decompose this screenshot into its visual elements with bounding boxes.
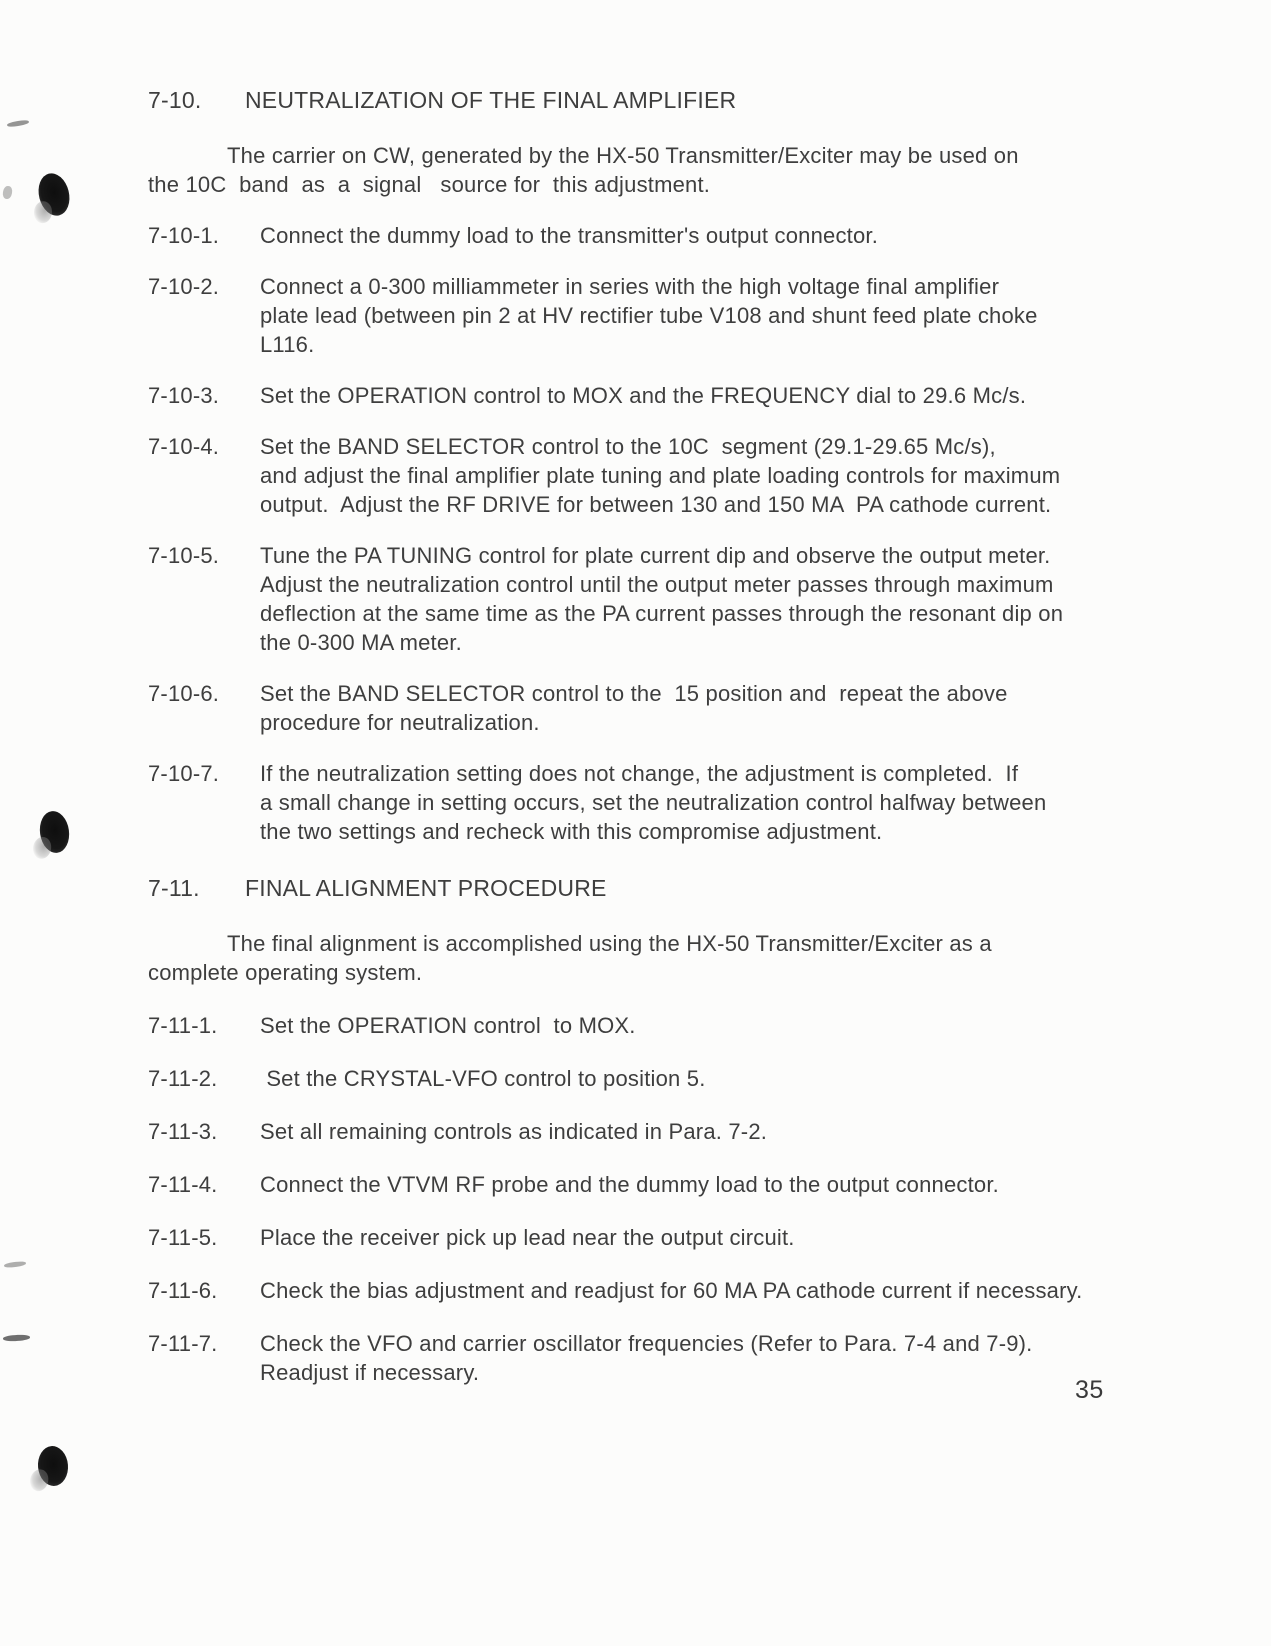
text-line: Check the bias adjustment and readjust for 60 MA PA cathode current if necessary.: [260, 1278, 1083, 1303]
text-line: Check the VFO and carrier oscillator frequencies (Refer to Para. 7-4 and 7-9).: [260, 1331, 1033, 1356]
item-number: 7-11-5.: [148, 1225, 218, 1250]
section-final-alignment: [148, 874, 1148, 1387]
scan-mark: [4, 1261, 26, 1269]
scan-mark: [2, 185, 13, 199]
section-title: NEUTRALIZATION OF THE FINAL AMPLIFIER: [245, 87, 737, 113]
section-intro: [148, 929, 1148, 987]
text-line: the 10C band as a signal source for this adjustment.: [148, 172, 711, 197]
procedure-item: [148, 1011, 1148, 1040]
ink-blob-top: [34, 170, 74, 219]
procedure-item: [148, 221, 1148, 250]
scan-mark: [7, 119, 30, 127]
section-intro: [148, 141, 1148, 199]
text-line: plate lead (between pin 2 at HV rectifier tube V108 and shunt feed plate choke: [260, 303, 1038, 328]
text-line: Place the receiver pick up lead near the output circuit.: [260, 1225, 795, 1250]
procedure-item: [148, 432, 1148, 519]
procedure-item: [148, 679, 1148, 737]
procedure-item: [148, 1329, 1148, 1387]
text-line: Set the OPERATION control to MOX and the FREQUENCY dial to 29.6 Mc/s.: [260, 383, 1027, 408]
section-number: 7-10.: [148, 87, 202, 113]
procedure-item: [148, 272, 1148, 359]
procedure-item: [148, 1276, 1148, 1305]
section-neutralization: [148, 86, 1148, 846]
procedure-item: [148, 1117, 1148, 1146]
section-heading: [148, 874, 1148, 903]
text-line: Set the BAND SELECTOR control to the 10C segment (29.1-29.65 Mc/s),: [260, 434, 996, 459]
procedure-item: [148, 1170, 1148, 1199]
procedure-item: [148, 541, 1148, 657]
text-line: Set all remaining controls as indicated in Para. 7-2.: [260, 1119, 768, 1144]
item-number: 7-10-2.: [148, 274, 220, 299]
item-number: 7-11-1.: [148, 1013, 218, 1038]
text-line: The final alignment is accomplished using the HX-50 Transmitter/Exciter as a: [227, 931, 992, 956]
text-line: Tune the PA TUNING control for plate current dip and observe the output meter.: [260, 543, 1051, 568]
item-number: 7-11-7.: [148, 1331, 218, 1356]
text-line: Set the CRYSTAL-VFO control to position 5.: [260, 1066, 706, 1091]
text-line: Connect a 0-300 milliammeter in series with the high voltage final amplifier: [260, 274, 1000, 299]
text-line: output. Adjust the RF DRIVE for between 130 and 150 MA PA cathode current.: [260, 492, 1052, 517]
page-number: 35: [1075, 1376, 1104, 1404]
item-number: 7-10-4.: [148, 434, 220, 459]
item-number: 7-11-3.: [148, 1119, 218, 1144]
text-line: complete operating system.: [148, 960, 423, 985]
text-line: Adjust the neutralization control until the output meter passes through maximum: [260, 572, 1054, 597]
procedure-item: [148, 1223, 1148, 1252]
text-line: the two settings and recheck with this compromise adjustment.: [260, 819, 883, 844]
item-number: 7-10-6.: [148, 681, 220, 706]
item-number: 7-10-5.: [148, 543, 220, 568]
section-title: FINAL ALIGNMENT PROCEDURE: [245, 875, 607, 901]
item-number: 7-11-4.: [148, 1172, 218, 1197]
item-number: 7-10-3.: [148, 383, 220, 408]
item-number: 7-10-1.: [148, 223, 220, 248]
text-line: and adjust the final amplifier plate tuning and plate loading controls for maximum: [260, 463, 1061, 488]
text-line: Readjust if necessary.: [260, 1360, 480, 1385]
text-line: If the neutralization setting does not change, the adjustment is completed. If: [260, 761, 1019, 786]
ink-blob-bottom: [36, 1445, 69, 1487]
ink-blob-middle: [37, 809, 72, 855]
text-line: L116.: [260, 332, 315, 357]
text-line: Set the OPERATION control to MOX.: [260, 1013, 636, 1038]
section-heading: [148, 86, 1148, 115]
item-number: 7-10-7.: [148, 761, 220, 786]
procedure-item: [148, 381, 1148, 410]
item-number: 7-11-2.: [148, 1066, 218, 1091]
procedure-item: [148, 1064, 1148, 1093]
text-line: the 0-300 MA meter.: [260, 630, 462, 655]
text-line: The carrier on CW, generated by the HX-50 Transmitter/Exciter may be used on: [227, 143, 1019, 168]
scan-mark: [3, 1334, 30, 1341]
manual-page: [148, 86, 1148, 1387]
item-number: 7-11-6.: [148, 1278, 218, 1303]
procedure-item: [148, 759, 1148, 846]
section-number: 7-11.: [148, 875, 200, 901]
text-line: a small change in setting occurs, set the neutralization control halfway between: [260, 790, 1047, 815]
text-line: Connect the VTVM RF probe and the dummy load to the output connector.: [260, 1172, 999, 1197]
text-line: Connect the dummy load to the transmitter's output connector.: [260, 223, 879, 248]
text-line: Set the BAND SELECTOR control to the 15 position and repeat the above: [260, 681, 1008, 706]
text-line: deflection at the same time as the PA current passes through the resonant dip on: [260, 601, 1064, 626]
text-line: procedure for neutralization.: [260, 710, 540, 735]
